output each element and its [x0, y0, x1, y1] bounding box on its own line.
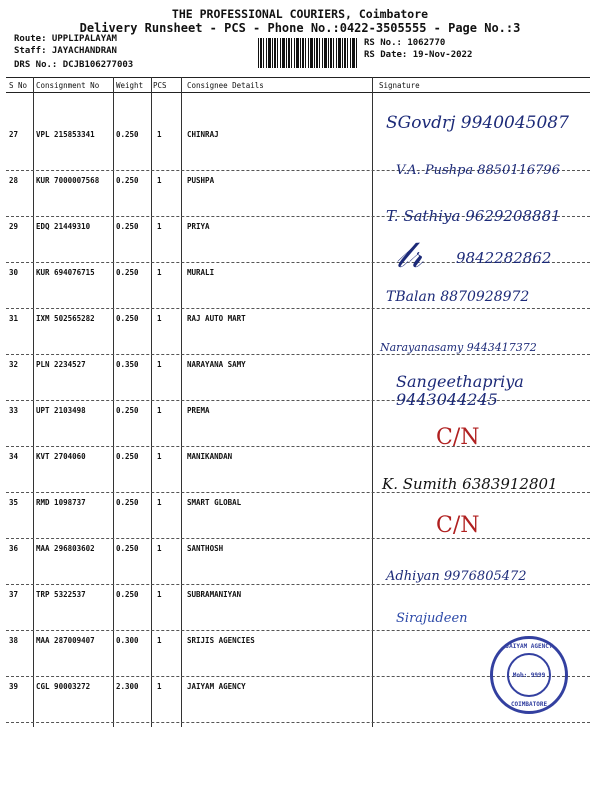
row-weight: 0.250 — [116, 498, 139, 507]
row-weight: 2.300 — [116, 682, 139, 691]
row-sno: 35 — [9, 498, 19, 507]
seal-text-top: JAIYAM AGENCY — [505, 643, 553, 650]
staff-label: Staff: JAYACHANDRAN — [14, 46, 117, 56]
row-weight: 0.300 — [116, 636, 139, 645]
row-consignment: TRP 5322537 — [36, 590, 86, 599]
row-consignee: NARAYANA SAMY — [187, 360, 246, 369]
row-sno: 31 — [9, 314, 19, 323]
row-consignee: MURALI — [187, 268, 215, 277]
row-weight: 0.250 — [116, 406, 139, 415]
row-pcs: 1 — [157, 682, 162, 691]
row-consignee: JAIYAM AGENCY — [187, 682, 246, 691]
signature-cell — [376, 372, 590, 447]
signature-cell — [376, 475, 590, 539]
row-sno: 32 — [9, 360, 19, 369]
handwritten-signature: Narayanasamy 9443417372 — [380, 341, 537, 354]
handwritten-signature: T. Sathiya 9629208881 — [386, 207, 561, 225]
handwritten-signature: SGovdrj 9940045087 — [386, 113, 569, 133]
row-pcs: 1 — [157, 498, 162, 507]
drs-number: DRS No.: DCJB106277003 — [14, 60, 134, 70]
row-sno: 39 — [9, 682, 19, 691]
row-pcs: 1 — [157, 590, 162, 599]
row-sno: 34 — [9, 452, 19, 461]
row-consignee: CHINRAJ — [187, 130, 219, 139]
col-signature: Signature — [379, 81, 420, 90]
row-sno: 28 — [9, 176, 19, 185]
handwritten-signature: 9842282862 — [456, 249, 552, 267]
row-consignee: SMART GLOBAL — [187, 498, 242, 507]
row-sno: 38 — [9, 636, 19, 645]
handwritten-signature: Sirajudeen — [396, 611, 468, 626]
table-row — [6, 372, 590, 447]
seal-text-bottom: COIMBATORE — [510, 701, 548, 708]
handwritten-signature: Adhiyan 9976805472 — [386, 569, 527, 584]
row-consignment: PLN 2234527 — [36, 360, 86, 369]
row-weight: 0.250 — [116, 130, 139, 139]
row-consignee: PRIYA — [187, 222, 210, 231]
row-pcs: 1 — [157, 268, 162, 277]
col-sno: S No — [9, 81, 28, 90]
row-sno: 30 — [9, 268, 19, 277]
row-pcs: 1 — [157, 636, 162, 645]
row-pcs: 1 — [157, 406, 162, 415]
row-weight: 0.250 — [116, 268, 139, 277]
row-consignee: RAJ AUTO MART — [187, 314, 246, 323]
route-label: Route: UPPLIPALAYAM — [14, 34, 117, 44]
row-consignment: KUR 7000007568 — [36, 176, 100, 185]
row-weight: 0.250 — [116, 314, 139, 323]
row-consignee: PUSHPA — [187, 176, 215, 185]
row-consignment: KUR 694076715 — [36, 268, 95, 277]
company-title: THE PROFESSIONAL COURIERS, Coimbatore — [171, 7, 429, 21]
row-weight: 0.250 — [116, 590, 139, 599]
row-consignee: SANTHOSH — [187, 544, 224, 553]
row-pcs: 1 — [157, 360, 162, 369]
col-weight: Weight — [116, 81, 144, 90]
row-consignment: UPT 2103498 — [36, 406, 86, 415]
handwritten-signature: V.A. Pushpa 8850116796 — [396, 163, 560, 178]
cn-mark: C/N — [436, 425, 480, 450]
row-weight: 0.250 — [116, 544, 139, 553]
row-consignment: CGL 90003272 — [36, 682, 91, 691]
row-weight: 0.350 — [116, 360, 139, 369]
row-pcs: 1 — [157, 130, 162, 139]
rs-number: RS No.: 1062770 — [364, 38, 446, 48]
row-consignment: RMD 1098737 — [36, 498, 86, 507]
agency-seal — [490, 636, 568, 714]
barcode-image — [258, 38, 358, 68]
row-sno: 29 — [9, 222, 19, 231]
row-sno: 37 — [9, 590, 19, 599]
row-consignee: SUBRAMANIYAN — [187, 590, 242, 599]
col-consignee: Consignee Details — [187, 81, 264, 90]
row-consignee: PREMA — [187, 406, 210, 415]
cn-mark: C/N — [436, 513, 480, 538]
row-consignment: IXM 502565282 — [36, 314, 95, 323]
row-consignee: MANIKANDAN — [187, 452, 233, 461]
handwritten-signature: Sangeethapriya 9443044245 — [396, 372, 524, 409]
row-sno: 33 — [9, 406, 19, 415]
row-pcs: 1 — [157, 222, 162, 231]
handwritten-signature: TBalan 8870928972 — [386, 289, 530, 305]
row-consignment: VPL 215853341 — [36, 130, 95, 139]
row-sno: 27 — [9, 130, 19, 139]
row-weight: 0.250 — [116, 222, 139, 231]
col-consignment: Consignment No — [36, 81, 100, 90]
row-consignment: EDQ 21449310 — [36, 222, 91, 231]
table-row — [6, 569, 590, 631]
row-pcs: 1 — [157, 314, 162, 323]
row-consignment: MAA 287009407 — [36, 636, 95, 645]
row-consignment: MAA 296803602 — [36, 544, 95, 553]
handwritten-signature: K. Sumith 6383912801 — [382, 475, 558, 493]
seal-text-mid: Mob: 9999 — [512, 672, 546, 679]
table-header — [6, 77, 590, 93]
signature-scribble: 𝓁𝓇 — [396, 235, 423, 276]
runsheet-subtitle: Delivery Runsheet - PCS - Phone No.:0422-3505555 - Page No.:3 — [79, 21, 521, 35]
row-pcs: 1 — [157, 544, 162, 553]
col-pcs: PCS — [153, 81, 167, 90]
row-pcs: 1 — [157, 176, 162, 185]
rs-date: RS Date: 19-Nov-2022 — [364, 50, 473, 60]
table-row — [6, 475, 590, 539]
row-consignee: SRIJIS AGENCIES — [187, 636, 255, 645]
row-pcs: 1 — [157, 452, 162, 461]
row-consignment: KVT 2704060 — [36, 452, 86, 461]
row-weight: 0.250 — [116, 452, 139, 461]
row-weight: 0.250 — [116, 176, 139, 185]
row-sno: 36 — [9, 544, 19, 553]
